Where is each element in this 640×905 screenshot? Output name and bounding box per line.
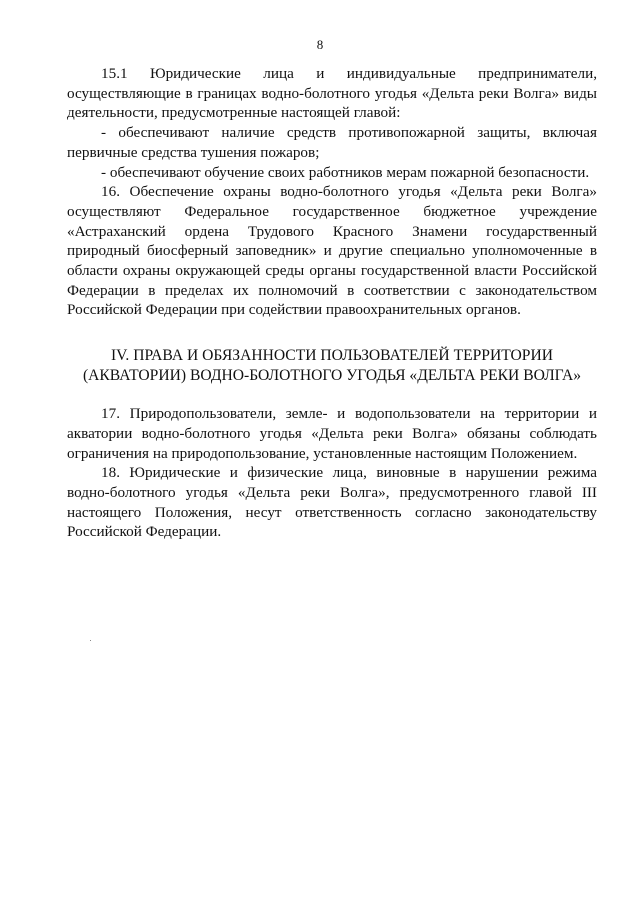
section-heading-line-1: IV. ПРАВА И ОБЯЗАННОСТИ ПОЛЬЗОВАТЕЛЕЙ ТЕРРИТОРИИ xyxy=(110,347,553,365)
section-heading-line-2: (АКВАТОРИИ) ВОДНО-БОЛОТНОГО УГОДЬЯ «ДЕЛЬТА РЕКИ ВОЛГА» xyxy=(82,367,582,385)
paragraph-16: 16. Обеспечение охраны водно-болотного угодья «Дельта реки Волга» осуществляют Федеральное государственное бюджетное учреждение «Астраханский ордена Трудового Красного Знамени государственный природный биосферный заповедник» и другие специально уполномоченные в области охраны окружающей среды органы государственной власти Российской Федерации в пределах их полномочий в соответствии с законодательством Российской Федерации при содействии правоохранительных органов. xyxy=(67,183,597,319)
section-heading-iv xyxy=(67,346,597,386)
paragraph-15-1-item-fire-training: - обеспечивают обучение своих работников мерам пожарной безопасности. xyxy=(101,163,590,181)
document-body xyxy=(67,64,597,542)
paragraph-15-1-item-fire-protection: - обеспечивают наличие средств противопожарной защиты, включая первичные средства тушения пожаров; xyxy=(67,124,597,161)
paragraph-15-1: 15.1 Юридические лица и индивидуальные предприниматели, осуществляющие в границах водно-болотного угодья «Дельта реки Волга» виды деятельности, предусмотренные настоящей главой: xyxy=(67,65,597,122)
scan-speck xyxy=(90,640,91,641)
paragraph-17: 17. Природопользователи, земле- и водопользователи на территории и акватории водно-болотного угодья «Дельта реки Волга» обязаны соблюдать ограничения на природопользование, установленные настоящим Положением. xyxy=(67,405,597,462)
paragraph-18: 18. Юридические и физические лица, виновные в нарушении режима водно-болотного угодья «Дельта реки Волга», предусмотренного главой III настоящего Положения, несут ответственность согласно законодательству Российской Федерации. xyxy=(67,464,597,541)
page-number: 8 xyxy=(316,37,324,52)
